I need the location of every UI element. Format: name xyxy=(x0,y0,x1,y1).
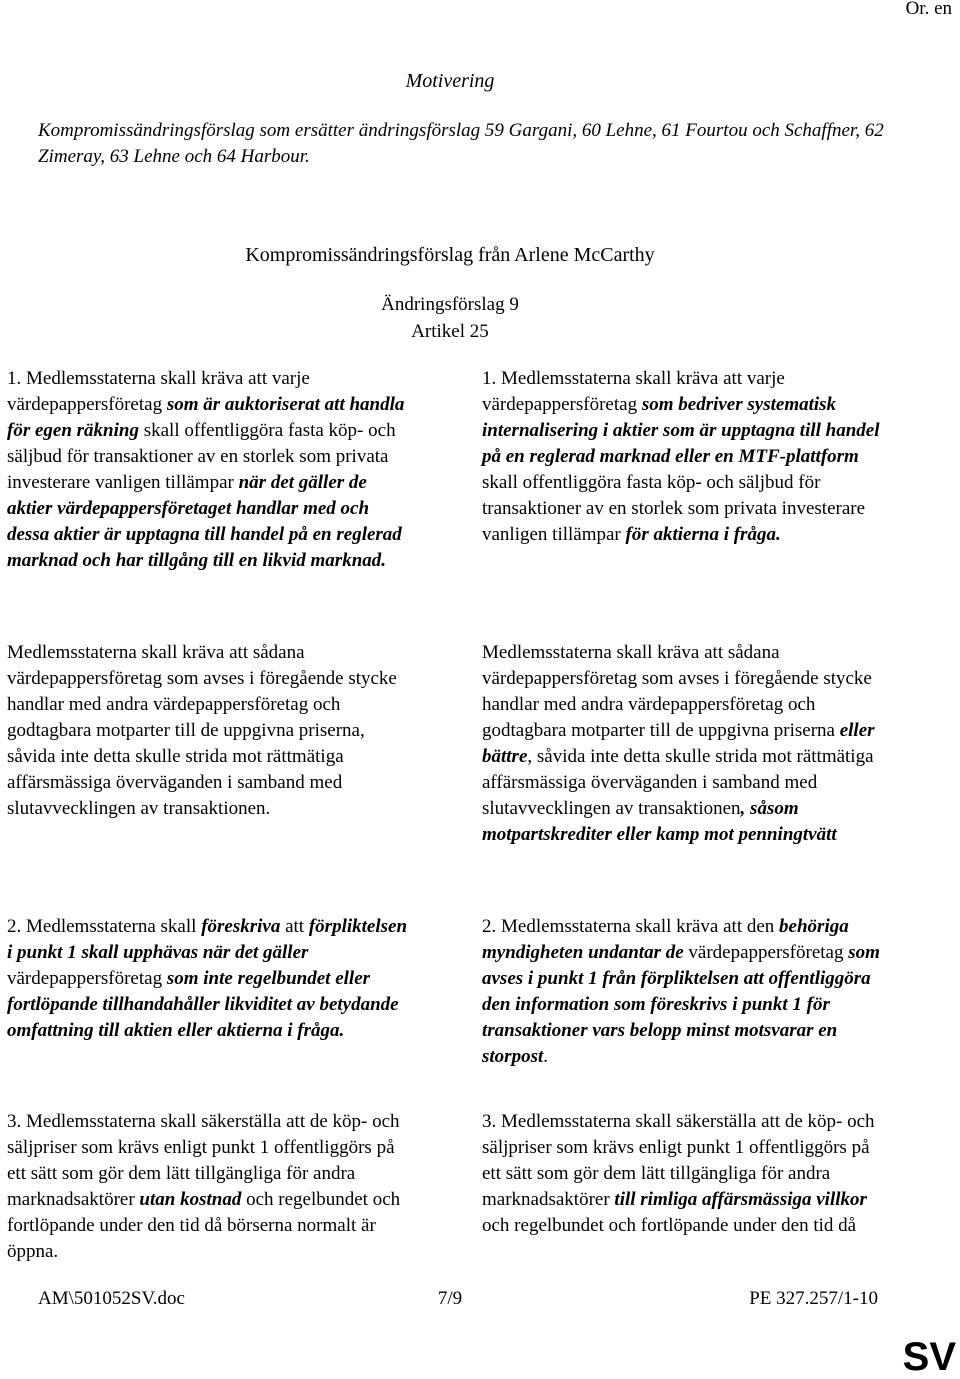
right-p3-emphasis-2: som avses i punkt 1 från förpliktelsen att offentliggöra den information som föreskrivs i punkt 1 för transaktioner vars belopp minst motsvarar en storpost xyxy=(482,942,880,1067)
left-paragraph-1: 1. Medlemsstaterna skall kräva att varje värdepappersföretag som är auktoriserat att handla för egen räkning skall offentliggöra fasta köp- och säljbud för transaktioner av en storlek som privata investerare vanligen tillämpar när det gäller de aktier värdepappersföretaget handlar med och dessa aktier är upptagna till handel på en reglerad marknad och har tillgång till en likvid marknad. xyxy=(7,368,405,571)
left-p1-emphasis-2: när det gäller de aktier värdepappersföretaget handlar med och dessa aktier är upptagna till handel på en reglerad marknad och har tillgång till en likvid marknad. xyxy=(7,472,402,571)
right-paragraph-3: 2. Medlemsstaterna skall kräva att den behöriga myndigheten undantar de värdepappersföretag som avses i punkt 1 från förpliktelsen att offentliggöra den information som föreskrivs i punkt 1 för transaktioner vars belopp minst motsvarar en storpost. xyxy=(482,916,880,1067)
left-p3-emphasis-2: förpliktelsen i punkt 1 skall upphävas när det gäller xyxy=(7,916,408,963)
right-p1-emphasis-1: som bedriver systematisk internalisering i aktier som är upptagna till handel på en reglerad marknad eller en MTF-plattform xyxy=(482,394,880,467)
right-p1-emphasis-2: för aktierna i fråga. xyxy=(625,524,781,545)
amendment-number: Ändringsförslag 9 xyxy=(381,294,519,315)
compromise-amendment-title: Kompromissändringsförslag från Arlene McCarthy xyxy=(245,244,655,266)
left-paragraph-3: 2. Medlemsstaterna skall föreskriva att förpliktelsen i punkt 1 skall upphävas när det gäller värdepappersföretag som inte regelbundet eller fortlöpande tillhandahåller likviditet av betydande omfattning till aktien eller aktierna i fråga. xyxy=(7,916,408,1041)
left-p3-emphasis-1: föreskriva xyxy=(201,916,281,937)
footer-page-number: 7/9 xyxy=(437,1288,463,1309)
language-code: SV xyxy=(902,1335,956,1379)
left-paragraph-4: 3. Medlemsstaterna skall säkerställa att de köp- och säljpriser som krävs enligt punkt 1 offentliggörs på ett sätt som gör dem lätt tillgängliga för andra marknadsaktörer utan kostnad och regelbundet och fortlöpande under den tid då börserna normalt är öppna. xyxy=(7,1111,401,1262)
justification-text: Kompromissändringsförslag som ersätter ändringsförslag 59 Gargani, 60 Lehne, 61 Fourtou och Schaffner, 62 Zimeray, 63 Lehne och 64 Harbour. xyxy=(38,120,884,167)
left-paragraph-2: Medlemsstaterna skall kräva att sådana värdepappersföretag som avses i föregående stycke handlar med andra värdepappersföretag och godtagbara motparter till de uppgivna priserna, såvida inte detta skulle strida mot rättmätiga affärsmässiga överväganden i samband med slutavvecklingen av transaktionen. xyxy=(7,642,397,819)
original-language-label: Or. en xyxy=(905,0,952,19)
right-p4-emphasis-1: till rimliga affärsmässiga villkor xyxy=(614,1189,867,1210)
article-number: Artikel 25 xyxy=(411,321,489,342)
left-p1-emphasis-1: som är auktoriserat att handla för egen räkning xyxy=(7,394,405,441)
left-p3-emphasis-3: som inte regelbundet eller fortlöpande tillhandahåller likviditet av betydande omfattning till aktien eller aktierna i fråga. xyxy=(7,968,399,1041)
right-paragraph-2: Medlemsstaterna skall kräva att sådana värdepappersföretag som avses i föregående stycke handlar med andra värdepappersföretag och godtagbara motparter till de uppgivna priserna eller bättre, såvida inte detta skulle strida mot rättmätiga affärsmässiga överväganden i samband med slutavvecklingen av transaktionen, såsom motpartskrediter eller kamp mot penningtvätt xyxy=(482,642,875,845)
right-paragraph-1: 1. Medlemsstaterna skall kräva att varje värdepappersföretag som bedriver systematisk internalisering i aktier som är upptagna till handel på en reglerad marknad eller en MTF-plattform skall offentliggöra fasta köp- och säljbud för transaktioner av en storlek som privata investerare vanligen tillämpar för aktierna i fråga. xyxy=(482,368,880,545)
right-p2-emphasis-2: , såsom motpartskrediter eller kamp mot penningtvätt xyxy=(482,798,837,845)
footer-document-reference: AM\501052SV.doc xyxy=(38,1288,185,1309)
justification-heading: Motivering xyxy=(405,70,495,92)
left-p4-emphasis-1: utan kostnad xyxy=(139,1189,242,1210)
right-p3-emphasis-1: behöriga myndigheten undantar de xyxy=(482,916,849,963)
footer-pe-reference: PE 327.257/1-10 xyxy=(749,1288,878,1309)
right-p2-emphasis-1: eller bättre xyxy=(482,720,875,767)
right-paragraph-4: 3. Medlemsstaterna skall säkerställa att de köp- och säljpriser som krävs enligt punkt 1 offentliggörs på ett sätt som gör dem lätt tillgängliga för andra marknadsaktörer till rimliga affärsmässiga villkor och regelbundet och fortlöpande under den tid då xyxy=(482,1111,875,1236)
